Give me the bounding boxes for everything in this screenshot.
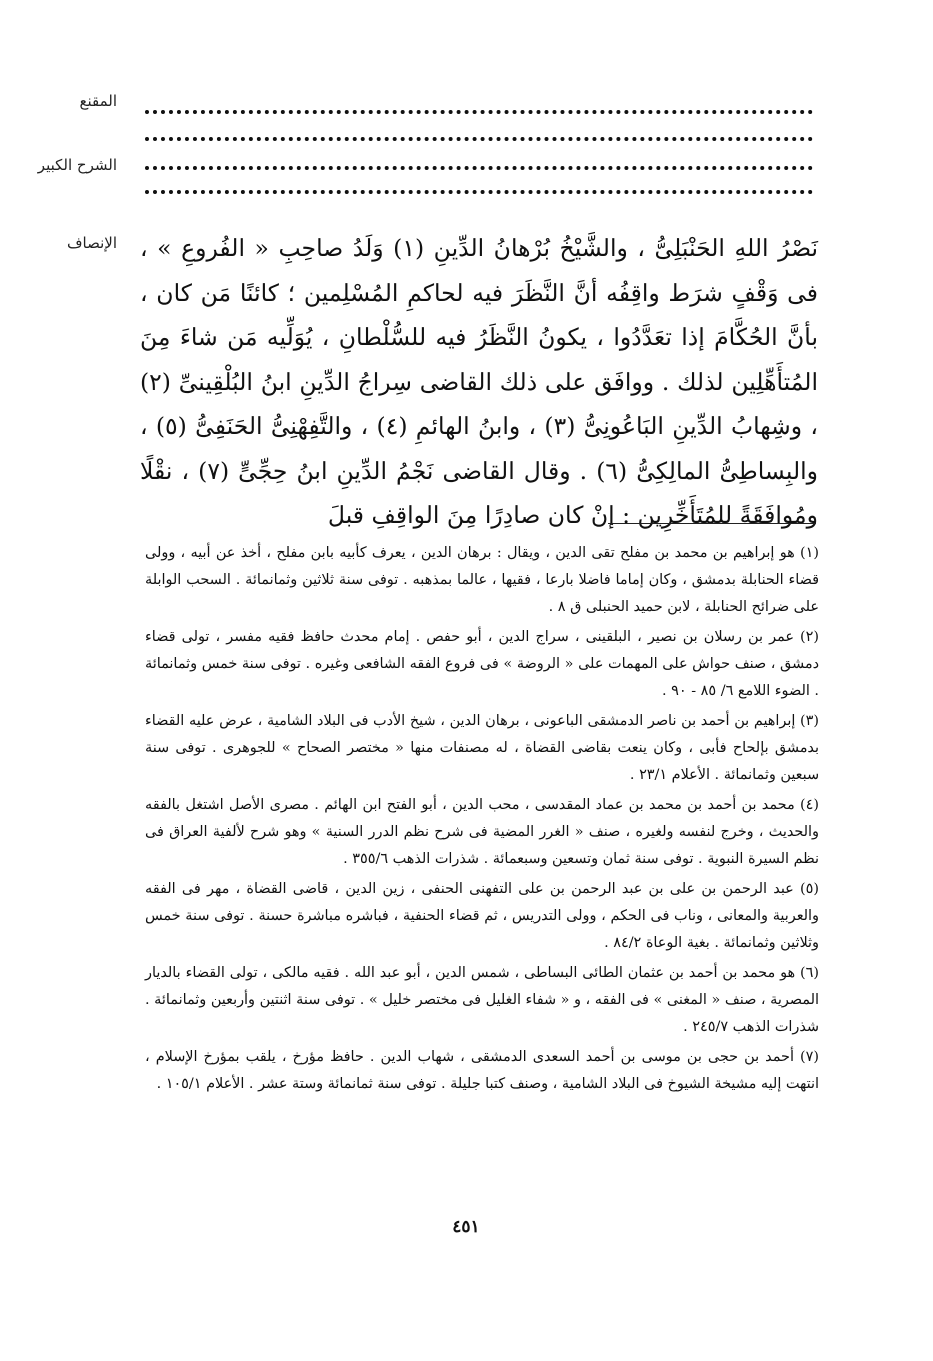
footnote-number: (٤) (800, 797, 819, 813)
sharh-label: الشرح الكبير (37, 156, 117, 174)
insaf-label: الإنصاف (66, 234, 117, 252)
page-number: ٤٥١ (452, 1217, 480, 1237)
footnote-number: (٦) (800, 965, 819, 981)
footnote-text: عمر بن رسلان بن نصير ، البلقينى ، سراج الدين ، أبو حفص . إمام محدث حافظ فقيه مفسر ، تولى قضاء دمشق ، صنف حواش على المهمات على « الروضة » فى فروع الفقه الشافعى وغيره . توفى سنة خمس وثمانمائة . الضوء اللامع ٦/ ٨٥ - ٩٠ . (145, 629, 819, 699)
sharh-dotted-rule-2 (145, 190, 813, 194)
footnote (145, 708, 819, 789)
footnote-text: محمد بن أحمد بن محمد بن عماد المقدسى ، محب الدين ، أبو الفتح ابن الهائم . مصرى الأصل اشتغل بالفقه والحديث ، وخرج لنفسه ولغيره ، صنف « الغرر المضية فى شرح نظم الدرر السنية » وهو شرح لألفية العراق فى نظم السيرة النبوية . توفى سنة ثمان وتسعين وسبعمائة . شذرات الذهب ٣٥٥/٦ . (145, 797, 819, 867)
insaf-main-text: نَصْرُ اللهِ الحَنْبَلِىُّ ، والشَّيْخُ بُرْهانُ الدِّينِ (١) وَلَدُ صاحِبِ « الفُروعِ » ، فى وَقْفٍ شرَط واقِفُه أنَّ النَّظَرَ فيه لحاكمِ المُسْلِمين ؛ كائنًا مَن كان ، بأنَّ الحُكَّامَ إذا تعَدَّدُوا ، يكونُ النَّظَرُ فيه للسُّلْطانِ ، يُوَلِّيه مَن شاءَ مِنَ المُتأَهِّلِين لذلك . ووافَق على ذلك القاضى سِراجُ الدِّينِ ابنُ البُلْقِينىِّ (٢) ، وشِهابُ الدِّينِ البَاعُونِىُّ (٣) ، وابنُ الهائمِ (٤) ، والتَّفِهْنِىُّ الحَنَفِىُّ (٥) ، والبِساطِىُّ المالِكِىُّ (٦) . وقال القاضى نَجْمُ الدِّينِ ابنُ حِجِّىٍّ (٧) ، نقْلًا ومُوافَقَةً للمُتَأَخِّرِين : إنْ كان صادِرًا مِنَ الواقِفِ قبلَ (140, 234, 818, 529)
footnote-number: (٥) (800, 881, 819, 897)
footnote-text: أحمد بن حجى بن موسى بن أحمد السعدى الدمشقى ، شهاب الدين . حافظ مؤرخ ، يلقب بمؤرخ الإسلام ، انتهت إليه مشيخة الشيوخ فى البلاد الشامية ، وصنف كتبا جليلة . توفى سنة ثمانمائة وستة عشر . الأعلام ١٠٥/١ . (145, 1049, 819, 1092)
sharh-dotted-rule (145, 166, 813, 170)
footnote-number: (٧) (800, 1049, 820, 1065)
footnote (145, 540, 819, 621)
footnote-text: هو محمد بن أحمد بن عثمان الطائى البساطى ، شمس الدين ، أبو عبد الله . فقيه مالكى ، تولى القضاء بالديار المصرية ، صنف « المغنى » فى الفقه ، و « شفاء الغليل فى مختصر خليل » . توفى سنة اثنتين وأربعين وثمانمائة . شذرات الذهب ٢٤٥/٧ . (145, 965, 819, 1035)
footnote (145, 792, 819, 873)
muqni-dotted-rule (145, 110, 813, 114)
footnotes (145, 540, 819, 1101)
footnote (145, 1044, 819, 1098)
footnote (145, 876, 819, 957)
footnote-text: عبد الرحمن بن على بن عبد الرحمن بن على التفهنى الحنفى ، زين الدين ، قاضى القضاة ، مهر فى الفقه والعربية والمعانى ، وناب فى الحكم ، وولى التدريس ، ثم قضاء الحنفية ، فباشره مباشرة حسنة . توفى سنة خمس وثلاثين وثمانمائة . بغية الوعاة ٨٤/٢ . (145, 881, 819, 951)
footnote-number: (١) (800, 545, 820, 561)
muqni-dotted-rule-2 (145, 137, 813, 141)
footnote-separator (608, 523, 816, 524)
footnote (145, 624, 819, 705)
footnote-number: (٣) (800, 713, 819, 729)
footnote-number: (٢) (800, 629, 819, 645)
muqni-label: المقنع (79, 92, 117, 110)
footnote (145, 960, 819, 1041)
footnote-text: إبراهيم بن أحمد بن ناصر الدمشقى الباعونى ، برهان الدين ، شيخ الأدب فى البلاد الشامية ، عرض عليه القضاء بدمشق بإلحاح فأبى ، وكان ينعت بقاضى القضاة ، له مصنفات منها « مختصر الصحاح » للجوهرى . توفى سنة سبعين وثمانمائة . الأعلام ٢٣/١ . (145, 713, 819, 783)
footnote-text: هو إبراهيم بن محمد بن مفلح تقى الدين ، ويقال : برهان الدين ، يعرف كأبيه بابن مفلح ، أخذ عن أبيه ، وولى قضاء الحنابلة بدمشق ، وكان إماما فاضلا بارعا ، فقيها ، عالما بمذهبه . توفى سنة ثلاثين وثمانمائة . السحب الوابلة على ضرائح الحنابلة ، لابن حميد الحنبلى ق ٨ . (145, 545, 819, 615)
